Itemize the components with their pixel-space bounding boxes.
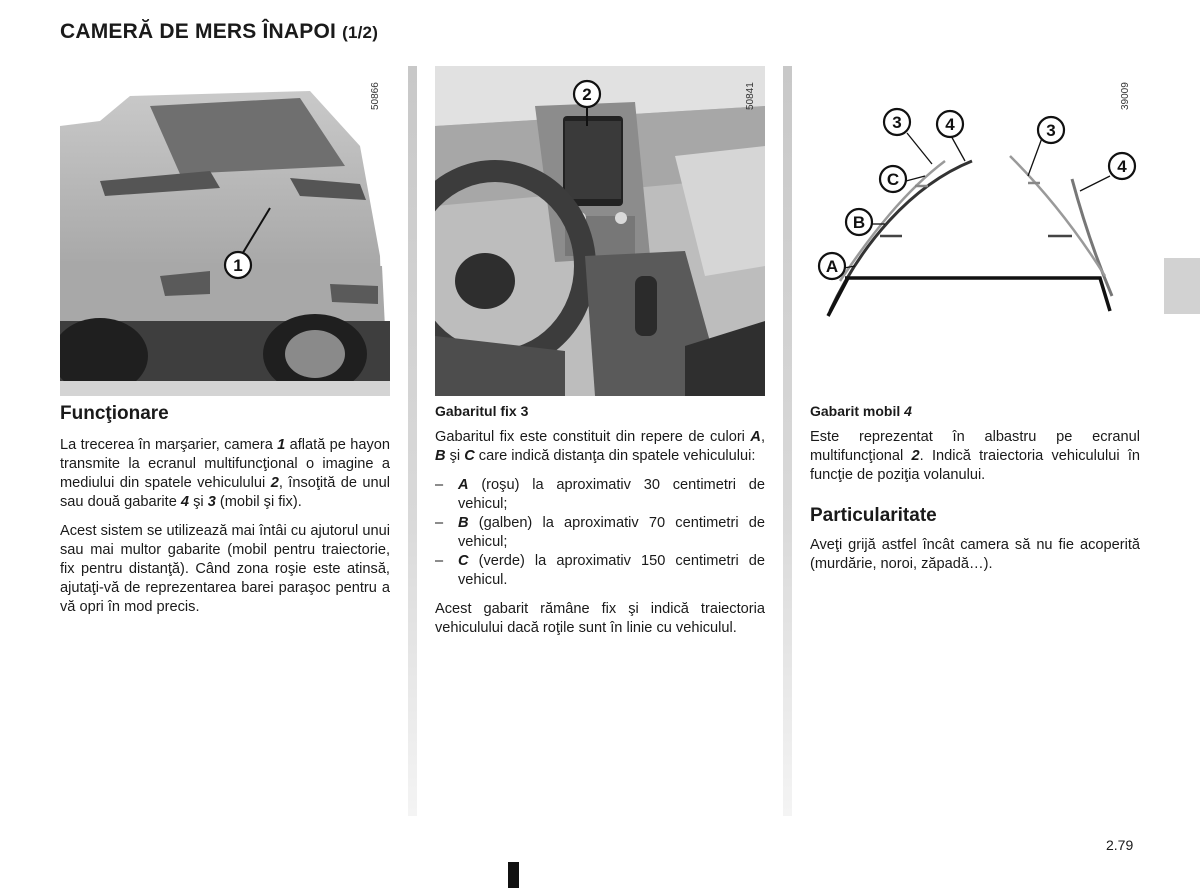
heading-functionare: Funcţionare xyxy=(60,403,169,424)
figure-code-rear: 50866 xyxy=(370,82,381,110)
paragraph-gabarit-fix-1: Gabaritul fix este constituit din repere de culori A, B şi C care indică distanţa din spatele vehiculului: xyxy=(435,429,765,464)
rear-vehicle-illustration xyxy=(60,66,390,396)
list-item: – C (verde) la aproximativ 150 centimetri de vehicul. xyxy=(435,552,765,590)
paragraph-particularitate: Aveţi grijă astfel încât camera să nu fie acoperită (murdărie, noroi, zăpadă…). xyxy=(810,537,1140,572)
callout-2: 2 xyxy=(582,85,592,104)
dashboard-illustration xyxy=(435,66,765,396)
heading-gabarit-fix: Gabaritul fix 3 xyxy=(435,403,529,419)
figure-code-guide: 39009 xyxy=(1120,82,1131,110)
paragraph-functionare-1: La trecerea în marşarier, camera 1 aflată pe hayon transmite la ecranul multifuncţional o imagine a mediului din spatele vehiculului 2, însoţită de unul sau două gabarite 4 şi 3 (mobil şi fix). xyxy=(60,437,391,510)
callout-4-right: 4 xyxy=(1117,157,1127,176)
paragraph-functionare-2: Acest sistem se utilizează mai întâi cu ajutorul unui sau mai multor gabarite (mobil pentru traiectorie, fix pentru distanţă). Când zona roşie este atinsă, ajutaţi-vă de reprezentarea barei paraşoc pentru a vă opri în mod precis. xyxy=(60,523,390,615)
page-edge-mark xyxy=(508,862,519,888)
dashboard-figure xyxy=(435,66,765,396)
list-item: – B (galben) la aproximativ 70 centimetri de vehicul; xyxy=(435,514,765,552)
list-item: – A (roşu) la aproximativ 30 centimetri de vehicul; xyxy=(435,476,765,514)
guidelines-figure xyxy=(810,66,1140,326)
page-title-text: CAMERĂ DE MERS ÎNAPOI xyxy=(60,20,337,43)
column-divider-1 xyxy=(408,66,417,816)
callout-3-left: 3 xyxy=(892,113,902,132)
callout-a: A xyxy=(825,257,839,276)
paragraph-gabarit-fix-2: Acest gabarit rămâne fix şi indică traiectoria vehiculului dacă roţile sunt în linie cu vehiculul. xyxy=(435,601,765,636)
figure-code-dash: 50841 xyxy=(745,82,756,110)
guidelines-diagram xyxy=(810,66,1140,326)
callout-b: B xyxy=(852,213,866,232)
column-divider-2 xyxy=(783,66,792,816)
callout-1: 1 xyxy=(233,256,243,275)
distance-marker-a xyxy=(845,278,1110,311)
heading-particularitate: Particularitate xyxy=(810,505,937,526)
column-3 xyxy=(810,403,1140,574)
page-title xyxy=(60,20,378,44)
rear-camera-figure xyxy=(60,66,390,396)
callout-c: C xyxy=(886,170,900,189)
column-2 xyxy=(435,403,765,638)
callout-4-left: 4 xyxy=(945,115,955,134)
column-1 xyxy=(60,403,390,617)
fixed-guide-right xyxy=(1010,156,1105,276)
section-tab xyxy=(1164,258,1200,314)
page-number: 2.79 xyxy=(1106,837,1134,853)
callout-3-right: 3 xyxy=(1046,121,1056,140)
heading-gabarit-mobil: Gabarit mobil 4 xyxy=(810,403,912,419)
distance-list xyxy=(435,476,765,590)
paragraph-gabarit-mobil: Este reprezentat în albastru pe ecranul multifuncţional 2. Indică traiectoria vehiculului în funcţie de poziţia volanului. xyxy=(810,429,1141,483)
page-part: (1/2) xyxy=(342,23,379,42)
